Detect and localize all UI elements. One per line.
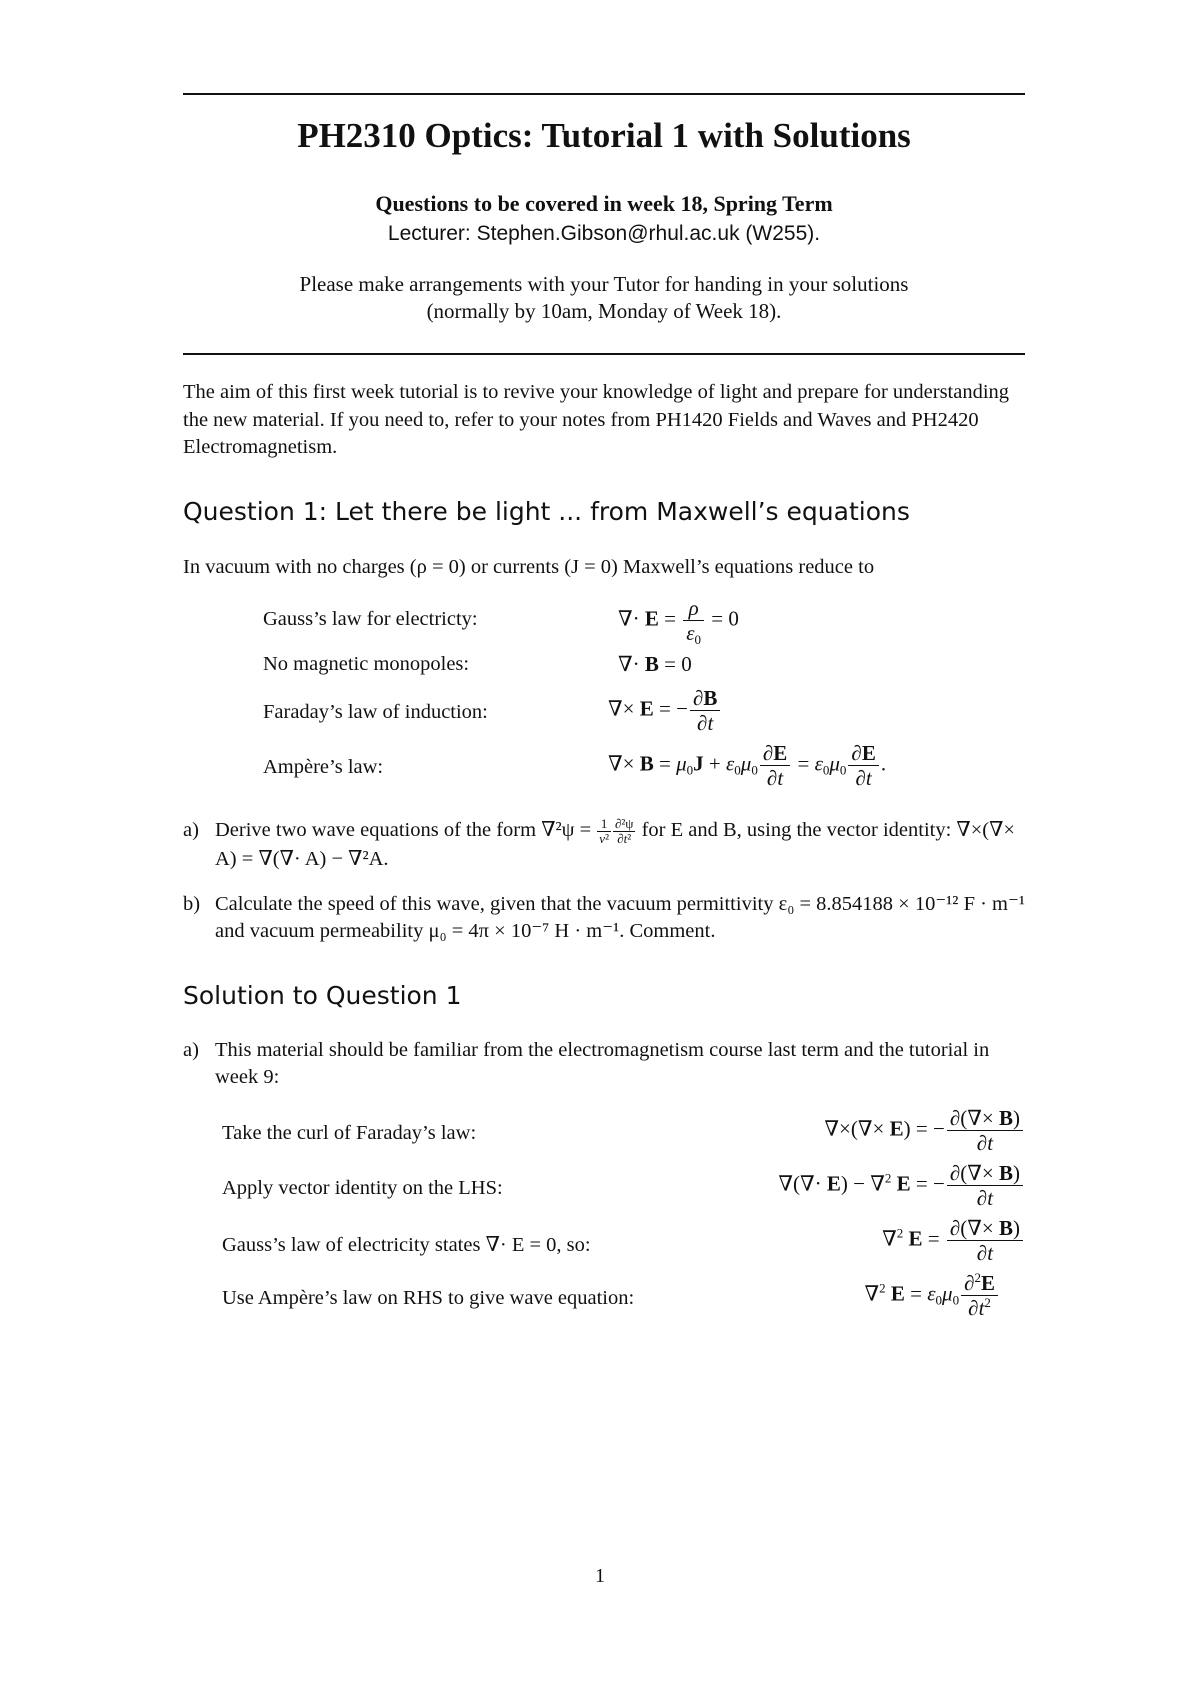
- question-1-part-b: [183, 891, 1025, 945]
- solution-1-heading: Solution to Question 1: [183, 981, 462, 1010]
- wave-equation-fraction-2: $\frac{\text{∂²ψ}}{\text{∂t²}}$: [614, 816, 634, 846]
- part-a-label: a): [183, 819, 199, 841]
- step-label-curl: Take the curl of Faraday’s law:: [222, 1122, 477, 1144]
- solution-part-a-text: This material should be familiar from the electromagnetism course last term and the tutorial in week 9:: [215, 1039, 990, 1088]
- page-title: PH2310 Optics: Tutorial 1 with Solutions: [297, 116, 911, 155]
- law-label-gauss: Gauss’s law for electricty:: [263, 608, 478, 630]
- solution-part-a-label: a): [183, 1039, 199, 1061]
- solution-1-part-a: [183, 1037, 1025, 1091]
- part-b-text: Calculate the speed of this wave, given that the vacuum permittivity ε₀ = 8.854188 × 10⁻¹² F · m⁻¹ and vacuum permeability μ₀ = 4π × 10⁻⁷ H · m⁻¹. Comment.: [215, 893, 1025, 942]
- step-equation-curl: ∇×(∇× E) = − $\frac{\partial(\nabla\times B)}{\partial t}$: [824, 1106, 1025, 1155]
- arrangements-note: [183, 271, 1025, 325]
- arrangements-line-2: (normally by 10am, Monday of Week 18).: [426, 299, 782, 323]
- step-label-ampere: Use Ampère’s law on RHS to give wave equation:: [222, 1287, 635, 1309]
- law-label-monopoles: No magnetic monopoles:: [263, 653, 470, 675]
- header-bottom-rule: [183, 353, 1025, 355]
- wave-equation-fraction-1: $\frac{1}{\text{v²}}$: [599, 816, 609, 846]
- law-label-faraday: Faraday’s law of induction:: [263, 701, 488, 723]
- question-1-heading: Question 1: Let there be light ... from Maxwell’s equations: [183, 497, 910, 526]
- part-a-text-post: for E and B, using the vector identity: ∇×(∇× A) = ∇(∇· A) − ∇²A.: [215, 819, 1015, 870]
- equation-monopoles: ∇· B = 0: [618, 652, 692, 676]
- equation-gauss: ∇· E = $\frac{\rho}{\varepsilon_0}$ = 0: [618, 596, 739, 647]
- part-a-text-pre: Derive two wave equations of the form ∇²ψ =: [215, 819, 592, 842]
- equation-faraday: ∇× E = − $\frac{\partial B}{\partial t}$: [608, 686, 722, 735]
- lecturer-line: Lecturer: Stephen.Gibson@rhul.ac.uk (W255).: [387, 222, 821, 245]
- question-1-part-a: [183, 817, 1025, 873]
- top-rule: [183, 93, 1025, 95]
- page-subtitle: Questions to be covered in week 18, Spring Term: [375, 191, 833, 216]
- intro-paragraph: The aim of this first week tutorial is to revive your knowledge of light and prepare for understanding the new material. If you need to, refer to your notes from PH1420 Fields and Waves and PH2420 Electromagnetism.: [183, 381, 1010, 458]
- step-label-gauss: Gauss’s law of electricity states ∇· E = 0, so:: [222, 1234, 591, 1256]
- arrangements-line-1: Please make arrangements with your Tutor for handing in your solutions: [299, 272, 909, 296]
- step-label-identity: Apply vector identity on the LHS:: [222, 1177, 503, 1199]
- part-b-label: b): [183, 893, 201, 915]
- question-1-lead: In vacuum with no charges (ρ = 0) or currents (J = 0) Maxwell’s equations reduce to: [183, 556, 875, 578]
- step-equation-identity: ∇(∇· E) − ∇$^2$ E = − $\frac{\partial(\nabla\times B)}{\partial t}$: [778, 1161, 1025, 1210]
- equation-ampere: ∇× $B = \mu_0J + \varepsilon_0\mu_0$ $\frac{\partial E}{\partial t}$ = $\varepsilon_0\mu_0$ $\frac{\partial E}{\partial t}$ .: [608, 741, 887, 790]
- law-label-ampere: Ampère’s law:: [263, 756, 384, 778]
- page-number: 1: [595, 1565, 605, 1587]
- step-equation-gauss: ∇$^2$ E = $\frac{\partial(\nabla\times B)}{\partial t}$: [882, 1216, 1025, 1265]
- step-equation-wave: ∇$^2$ $E = \varepsilon_0\mu_0$ $\frac{\partial^2E}{\partial t^2}$: [864, 1271, 1000, 1320]
